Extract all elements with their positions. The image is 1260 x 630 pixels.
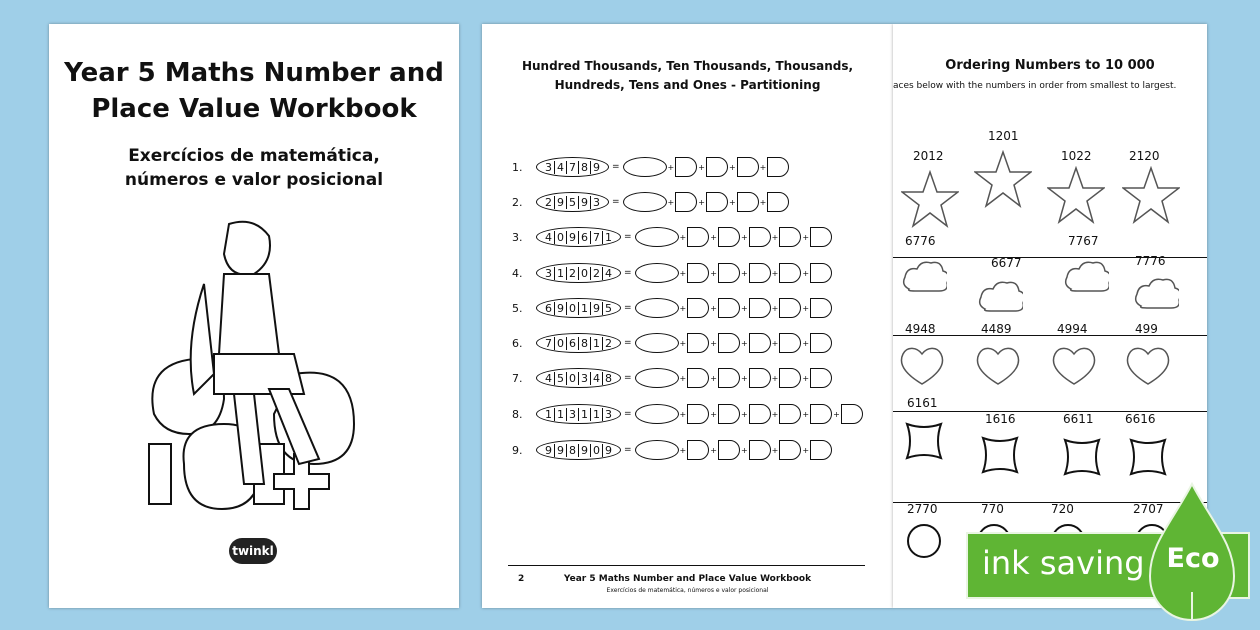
digit-cell: 3 (545, 266, 552, 280)
plus-sign: + (759, 162, 767, 172)
digit-cell: 5 (554, 372, 566, 385)
answer-box[interactable] (749, 368, 771, 388)
question-number: 5. (512, 301, 523, 315)
partition-row (512, 261, 832, 285)
answer-box[interactable] (687, 440, 709, 460)
square-answer-shape[interactable] (903, 420, 945, 462)
answer-box[interactable] (841, 404, 863, 424)
number-pill (536, 298, 621, 318)
digit-cell: 8 (578, 337, 590, 350)
equals-sign: = (612, 197, 620, 207)
digit-cell: 1 (590, 337, 602, 350)
cloud-answer-shape[interactable] (1133, 276, 1179, 312)
number-value: 4948 (905, 322, 936, 336)
number-value: 720 (1051, 502, 1074, 516)
answer-box[interactable] (810, 263, 832, 283)
cover-subtitle-line1: Exercícios de matemática, (128, 146, 380, 166)
plus-sign: + (802, 232, 810, 242)
answer-box[interactable] (737, 157, 759, 177)
digit-cell: 4 (590, 372, 602, 385)
answer-box[interactable] (687, 298, 709, 318)
answer-box[interactable] (718, 333, 740, 353)
answer-box[interactable] (749, 404, 771, 424)
digit-cell: 9 (590, 161, 602, 174)
plus-sign: + (728, 162, 736, 172)
digit-cell: 5 (566, 196, 578, 209)
divider (893, 411, 1207, 412)
equals-sign: = (624, 303, 632, 313)
cloud-answer-shape[interactable] (1063, 259, 1109, 295)
answer-oval[interactable] (635, 368, 679, 388)
digit-cell: 6 (545, 301, 552, 315)
plus-sign: + (710, 232, 717, 242)
digit-cell: 9 (602, 444, 614, 457)
partition-row (512, 296, 832, 320)
number-value: 6616 (1125, 412, 1156, 426)
star-answer-shape[interactable] (1047, 166, 1105, 224)
plus-sign: + (679, 409, 687, 419)
plus-sign: + (740, 373, 748, 383)
plus-sign: + (698, 197, 705, 207)
footer-divider (508, 565, 865, 566)
digit-cell: 9 (566, 231, 578, 244)
ink-saving-text: ink saving (982, 544, 1145, 582)
question-number: 1. (512, 160, 523, 174)
answer-box[interactable] (779, 333, 801, 353)
digit-cell: 8 (566, 444, 578, 457)
plus-sign: + (679, 232, 687, 242)
answer-box[interactable] (749, 263, 771, 283)
answer-box[interactable] (718, 263, 740, 283)
digit-cell: 0 (554, 337, 566, 350)
number-value: 770 (981, 502, 1004, 516)
footer-subtitle: Exercícios de matemática, números e valor posicional (606, 587, 769, 594)
partition-row (512, 190, 789, 214)
plus-sign: + (710, 338, 717, 348)
digit-cell: 9 (554, 444, 566, 457)
partition-row (512, 155, 789, 179)
plus-sign: + (771, 409, 779, 419)
question-number: 8. (512, 407, 523, 421)
answer-box[interactable] (675, 157, 697, 177)
partition-row (512, 331, 832, 355)
equals-sign: = (624, 445, 632, 455)
star-answer-shape[interactable] (901, 170, 959, 228)
star-answer-shape[interactable] (1122, 166, 1180, 224)
digit-cell: 2 (566, 267, 578, 280)
digit-cell: 1 (590, 408, 602, 421)
partition-row (512, 402, 863, 426)
digit-cell: 1 (554, 408, 566, 421)
number-pill (536, 227, 621, 247)
plus-sign: + (710, 373, 717, 383)
answer-box[interactable] (749, 333, 771, 353)
answer-box[interactable] (779, 404, 801, 424)
answer-box[interactable] (779, 298, 801, 318)
number-pill (536, 192, 609, 212)
digit-cell: 9 (590, 302, 602, 315)
plus-sign: + (759, 197, 767, 207)
number-value: 2120 (1129, 149, 1160, 163)
digit-cell: 3 (566, 408, 578, 421)
answer-oval[interactable] (623, 157, 667, 177)
digit-cell: 7 (566, 161, 578, 174)
question-number: 4. (512, 266, 523, 280)
equals-sign: = (624, 373, 632, 383)
digit-cell: 1 (578, 408, 590, 421)
question-number: 7. (512, 371, 523, 385)
partitioning-title (482, 57, 893, 95)
number-value: 6776 (905, 234, 936, 248)
digit-cell: 3 (578, 372, 590, 385)
digit-cell: 0 (566, 302, 578, 315)
digit-cell: 1 (602, 231, 614, 244)
answer-box[interactable] (810, 368, 832, 388)
answer-box[interactable] (767, 157, 789, 177)
digit-cell: 4 (545, 230, 552, 244)
partitioning-page (482, 24, 893, 608)
plus-sign: + (802, 338, 810, 348)
answer-oval[interactable] (635, 263, 679, 283)
answer-box[interactable] (687, 263, 709, 283)
number-pill (536, 157, 609, 177)
digit-cell: 4 (602, 267, 614, 280)
heart-answer-shape[interactable] (973, 344, 1023, 388)
cover-title (49, 55, 459, 127)
number-value: 1616 (985, 412, 1016, 426)
plus-sign: + (771, 268, 779, 278)
heart-answer-shape[interactable] (1123, 344, 1173, 388)
equals-sign: = (624, 232, 632, 242)
plus-sign: + (679, 268, 687, 278)
question-number: 2. (512, 195, 523, 209)
number-pill (536, 440, 621, 460)
plus-sign: + (728, 197, 736, 207)
plus-sign: + (802, 268, 810, 278)
number-value: 7776 (1135, 254, 1166, 268)
answer-box[interactable] (779, 227, 801, 247)
answer-oval[interactable] (623, 192, 667, 212)
digit-cell: 7 (590, 231, 602, 244)
digit-cell: 8 (578, 161, 590, 174)
answer-oval[interactable] (635, 298, 679, 318)
digit-cell: 9 (554, 196, 566, 209)
star-answer-shape[interactable] (974, 150, 1032, 208)
number-value: 6161 (907, 396, 938, 410)
number-pill (536, 368, 621, 388)
plus-sign: + (679, 303, 687, 313)
square-answer-shape[interactable] (979, 434, 1021, 476)
digit-cell: 6 (578, 231, 590, 244)
digit-cell: 3 (602, 408, 614, 421)
partitioning-title-line1: Hundred Thousands, Ten Thousands, Thousands, (521, 59, 854, 73)
question-number: 3. (512, 230, 523, 244)
plus-sign: + (740, 338, 748, 348)
digit-cell: 2 (590, 267, 602, 280)
answer-box[interactable] (718, 404, 740, 424)
plus-sign: + (710, 268, 717, 278)
question-number: 6. (512, 336, 523, 350)
digit-cell: 5 (602, 302, 614, 315)
plus-sign: + (740, 303, 748, 313)
number-value: 1022 (1061, 149, 1092, 163)
equals-sign: = (612, 162, 620, 172)
digit-cell: 6 (566, 337, 578, 350)
partitioning-title-line2: Hundreds, Tens and Ones - Partitioning (554, 78, 821, 92)
digit-cell: 0 (590, 444, 602, 457)
heart-answer-shape[interactable] (897, 344, 947, 388)
digit-cell: 2 (545, 195, 552, 209)
page-number: 2 (518, 574, 525, 584)
answer-box[interactable] (687, 404, 709, 424)
divider (893, 335, 1207, 336)
cover-title-line2: Place Value Workbook (91, 94, 417, 124)
ordering-title: Ordering Numbers to 10 000 (945, 58, 1155, 73)
digit-cell: 0 (554, 231, 566, 244)
digit-cell: 4 (554, 161, 566, 174)
question-number: 9. (512, 443, 523, 457)
answer-box[interactable] (779, 263, 801, 283)
digit-cell: 1 (578, 302, 590, 315)
number-pill (536, 263, 621, 283)
digit-cell: 9 (554, 302, 566, 315)
number-value: 499 (1135, 322, 1158, 336)
cover-subtitle (49, 144, 459, 192)
superhero-illustration (144, 214, 364, 524)
digit-cell: 0 (578, 267, 590, 280)
plus-sign: + (667, 162, 675, 172)
plus-sign: + (802, 303, 810, 313)
answer-oval[interactable] (635, 440, 679, 460)
partition-row (512, 438, 832, 462)
answer-box[interactable] (718, 298, 740, 318)
number-value: 2770 (907, 502, 938, 516)
equals-sign: = (624, 268, 632, 278)
number-pill (536, 333, 621, 353)
plus-sign: + (740, 268, 748, 278)
plus-sign: + (710, 409, 717, 419)
plus-sign: + (802, 409, 810, 419)
plus-sign: + (710, 445, 717, 455)
ordering-instruction: aces below with the numbers in order from smallest to largest. (893, 81, 1177, 91)
number-value: 1201 (988, 129, 1019, 143)
twinkl-logo: twinkl (229, 538, 277, 564)
digit-cell: 3 (590, 196, 602, 209)
answer-oval[interactable] (635, 404, 679, 424)
partition-row (512, 366, 832, 390)
answer-box[interactable] (737, 192, 759, 212)
answer-box[interactable] (810, 227, 832, 247)
footer-title: Year 5 Maths Number and Place Value Workbook (563, 574, 812, 584)
answer-box[interactable] (706, 157, 728, 177)
equals-sign: = (624, 409, 632, 419)
digit-cell: 1 (545, 407, 552, 421)
digit-cell: 3 (545, 160, 552, 174)
number-value: 7767 (1068, 234, 1099, 248)
answer-box[interactable] (810, 440, 832, 460)
plus-sign: + (679, 338, 687, 348)
number-value: 4489 (981, 322, 1012, 336)
eco-label: Eco (1166, 543, 1220, 574)
digit-cell: 9 (545, 443, 552, 457)
answer-box[interactable] (779, 440, 801, 460)
answer-box[interactable] (810, 404, 832, 424)
answer-box[interactable] (718, 440, 740, 460)
answer-box[interactable] (779, 368, 801, 388)
number-value: 4994 (1057, 322, 1088, 336)
plus-sign: + (771, 338, 779, 348)
plus-sign: + (802, 373, 810, 383)
digit-cell: 9 (578, 444, 590, 457)
number-value: 6611 (1063, 412, 1094, 426)
answer-box[interactable] (687, 333, 709, 353)
plus-sign: + (802, 445, 810, 455)
plus-sign: + (771, 232, 779, 242)
digit-cell: 9 (578, 196, 590, 209)
answer-oval[interactable] (635, 227, 679, 247)
square-answer-shape[interactable] (1127, 436, 1169, 478)
plus-sign: + (771, 373, 779, 383)
answer-box[interactable] (810, 333, 832, 353)
plus-sign: + (833, 409, 840, 419)
digit-cell: 8 (602, 372, 614, 385)
digit-cell: 4 (545, 371, 552, 385)
answer-box[interactable] (718, 368, 740, 388)
circle-answer-shape[interactable] (905, 524, 943, 558)
number-value: 2012 (913, 149, 944, 163)
answer-box[interactable] (687, 227, 709, 247)
equals-sign: = (624, 338, 632, 348)
digit-cell: 1 (554, 267, 566, 280)
digit-cell: 7 (545, 336, 552, 350)
plus-sign: + (698, 162, 705, 172)
number-pill (536, 404, 621, 424)
answer-box[interactable] (675, 192, 697, 212)
cloud-answer-shape[interactable] (901, 259, 947, 295)
cover-subtitle-line2: números e valor posicional (124, 170, 384, 190)
answer-box[interactable] (718, 227, 740, 247)
answer-box[interactable] (687, 368, 709, 388)
plus-sign: + (740, 445, 748, 455)
answer-box[interactable] (767, 192, 789, 212)
digit-cell: 0 (566, 372, 578, 385)
number-value: 2707 (1133, 502, 1164, 516)
plus-sign: + (679, 373, 687, 383)
cloud-answer-shape[interactable] (977, 279, 1023, 315)
square-answer-shape[interactable] (1061, 436, 1103, 478)
answer-box[interactable] (749, 440, 771, 460)
answer-oval[interactable] (635, 333, 679, 353)
cover-page (49, 24, 459, 608)
plus-sign: + (679, 445, 687, 455)
number-value: 6677 (991, 256, 1022, 270)
answer-box[interactable] (706, 192, 728, 212)
heart-answer-shape[interactable] (1049, 344, 1099, 388)
answer-box[interactable] (810, 298, 832, 318)
plus-sign: + (740, 232, 748, 242)
plus-sign: + (771, 445, 779, 455)
cover-title-line1: Year 5 Maths Number and (64, 58, 444, 88)
plus-sign: + (771, 303, 779, 313)
plus-sign: + (740, 409, 748, 419)
partition-row (512, 225, 832, 249)
plus-sign: + (667, 197, 675, 207)
answer-box[interactable] (749, 227, 771, 247)
answer-box[interactable] (749, 298, 771, 318)
digit-cell: 2 (602, 337, 614, 350)
plus-sign: + (710, 303, 717, 313)
